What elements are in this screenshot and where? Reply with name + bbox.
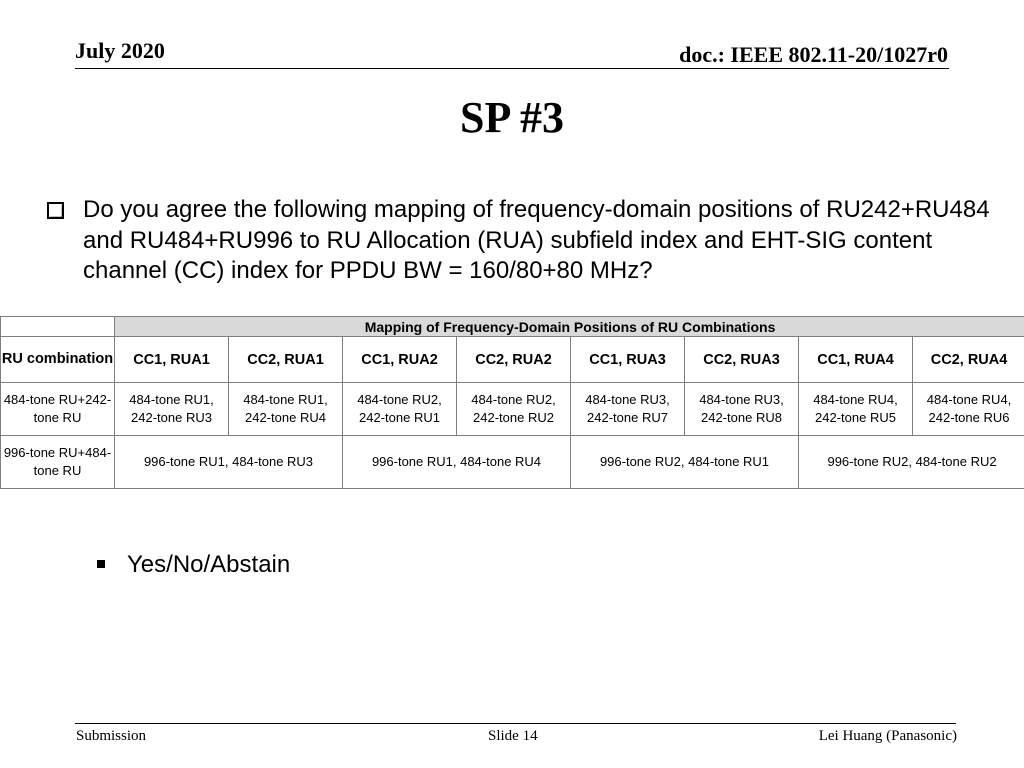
checkbox-bullet-icon: [47, 202, 64, 219]
table-cell: 484-tone RU3, 242-tone RU7: [571, 383, 685, 436]
table-cell: 484-tone RU4, 242-tone RU6: [913, 383, 1024, 436]
footer-author: Lei Huang (Panasonic): [818, 728, 957, 744]
mapping-table: [0, 316, 1024, 489]
table-cell: 484-tone RU2, 242-tone RU1: [343, 383, 457, 436]
column-header: CC2, RUA2: [457, 337, 571, 383]
footer-slide-number: Slide 14: [488, 728, 538, 744]
table-row: [1, 436, 1024, 489]
slide-title: SP #3: [460, 93, 564, 142]
column-header: CC1, RUA1: [115, 337, 229, 383]
column-header: CC1, RUA3: [571, 337, 685, 383]
column-header: CC2, RUA4: [913, 337, 1024, 383]
table-row: [1, 383, 1024, 436]
footer-submission: Submission: [76, 728, 147, 744]
table-cell: 996-tone RU2, 484-tone RU1: [571, 436, 799, 489]
table-caption: Mapping of Frequency-Domain Positions of RU Combinations: [115, 317, 1024, 337]
table-header-row: [1, 337, 1024, 383]
header-rule: [75, 68, 949, 69]
header-date: July 2020: [75, 38, 165, 63]
table-cell: 484-tone RU3, 242-tone RU8: [685, 383, 799, 436]
table-caption-row: [1, 317, 1024, 337]
table-cell: 484-tone RU1, 242-tone RU4: [229, 383, 343, 436]
table-corner-cell: [1, 317, 115, 337]
footer-rule: [75, 723, 956, 724]
table-cell: 996-tone RU1, 484-tone RU4: [343, 436, 571, 489]
square-bullet-icon: [97, 560, 105, 568]
table-cell: 484-tone RU2, 242-tone RU2: [457, 383, 571, 436]
column-header: CC1, RUA4: [799, 337, 913, 383]
column-header: CC1, RUA2: [343, 337, 457, 383]
row-header: 484-tone RU+242-tone RU: [1, 383, 115, 436]
table-cell: 484-tone RU4, 242-tone RU5: [799, 383, 913, 436]
column-header: CC2, RUA3: [685, 337, 799, 383]
question-text: Do you agree the following mapping of frequency-domain positions of RU242+RU484 and RU484+RU996 to RU Allocation (RUA) subfield index and EHT-SIG content channel (CC) index for PPDU BW = 160/80+80 MHz?: [83, 196, 990, 284]
table-cell: 484-tone RU1, 242-tone RU3: [115, 383, 229, 436]
header-doc-id: doc.: IEEE 802.11-20/1027r0: [679, 42, 948, 67]
vote-options: Yes/No/Abstain: [127, 551, 291, 578]
table-cell: 996-tone RU2, 484-tone RU2: [799, 436, 1024, 489]
column-header-ru-combination: RU combination: [1, 337, 115, 383]
row-header: 996-tone RU+484-tone RU: [1, 436, 115, 489]
column-header: CC2, RUA1: [229, 337, 343, 383]
table-cell: 996-tone RU1, 484-tone RU3: [115, 436, 343, 489]
